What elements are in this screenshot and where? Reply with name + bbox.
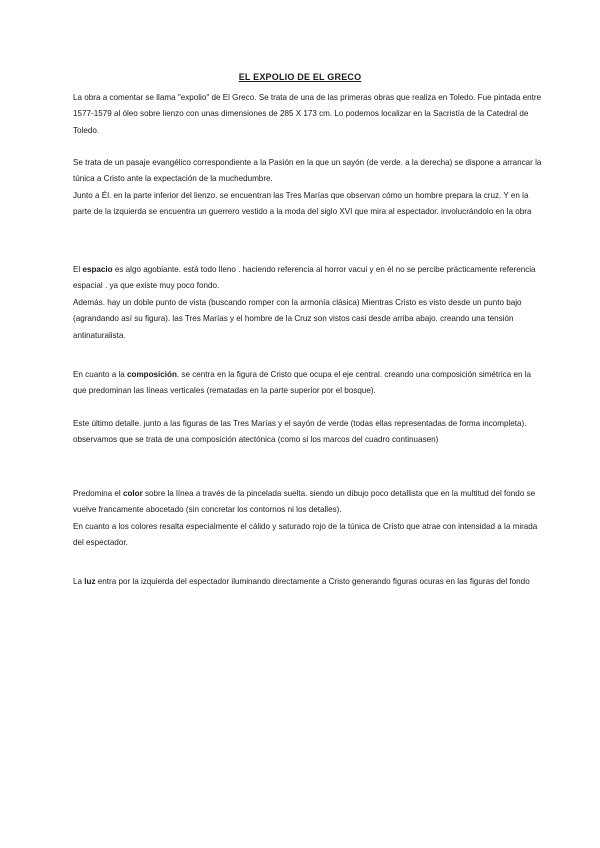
text-run: En cuanto a la [73,370,127,379]
keyword-color: color [122,489,143,498]
text-run: entra por la izquierda del espectador iluminando directamente a Cristo generando figuras ocuras en las figuras del fondo [95,577,530,586]
text-run: El [73,265,83,274]
paragraph-detalle: Este último detalle. junto a las figuras de las Tres Marías y el sayón de verde (todas ellas representadas de forma incompleta). observamos que se trata de una composición atectónica (como si los marcos del cuadro continuasen) [73,419,527,445]
paragraph-pasaje: Se trata de un pasaje evangélico correspondiente a la Pasión en la que un sayón (de verde. a la derecha) se dispone a arrancar la túnica a Cristo ante la expectación de la muchedumbre. [73,158,542,184]
paragraph-ademas: Además. hay un doble punto de vista (buscando romper con la armonía clásica) Mientras Cristo es visto desde un punto bajo (agrandando así su figura). las Tres Marías y el hombre de la Cruz son vistos casi desde arriba abajo. creando una tensión antinaturalista. [73,298,522,340]
paragraph-composicion [73,367,543,400]
text-run: es algo agobiante. está todo lleno . haciendo referencia al horror vacui y en él no se percibe prácticamente referencia espacial . ya que existe muy poco fondo. [73,265,536,291]
paragraph-intro: La obra a comentar se llama "expolio" de El Greco. Se trata de una de las primeras obras que realiza en Toledo. Fue pintada entre 1577-1579 al óleo sobre lienzo con unas dimensiones de 285 X 173 cm. Lo podemos localizar en la Sacristía de la Catedral de Toledo. [73,93,542,135]
text-run: Predomina el [73,489,123,498]
paragraph-color [73,486,543,519]
document-title: EL EXPOLIO DE EL GRECO [238,72,362,82]
paragraph-luz [73,574,543,590]
paragraph-junto: Junto a Él. en la parte inferior del lienzo. se encuentran las Tres Marías que observan cómo un hombre prepara la cruz. Y en la parte de la izquierda se encuentra un guerrero vestido a la moda del siglo XVI que mira al espectador. involucrándolo en la obra [73,191,532,217]
paragraph-espacio [73,262,543,295]
keyword-espacio: espacio [82,265,113,274]
text-run: sobre la línea a través de la pincelada suelta. siendo un dibujo poco detallista que en la multitud del fondo se vuelve francamente abocetado (sin concretar los contornos ni los detalles). [73,489,536,515]
text-run: . se centra en la figura de Cristo que ocupa el eje central. creando una composición simétrica en la que predominan las líneas verticales (rematadas en la parte superior por el bosque). [73,370,531,396]
text-run: La [73,577,85,586]
keyword-composicion: composición [127,370,177,379]
keyword-luz: luz [84,577,96,586]
paragraph-colores: En cuanto a los colores resalta especialmente el cálido y saturado rojo de la túnica de Cristo que atrae con intensidad a la mirada del espectador. [73,522,538,548]
